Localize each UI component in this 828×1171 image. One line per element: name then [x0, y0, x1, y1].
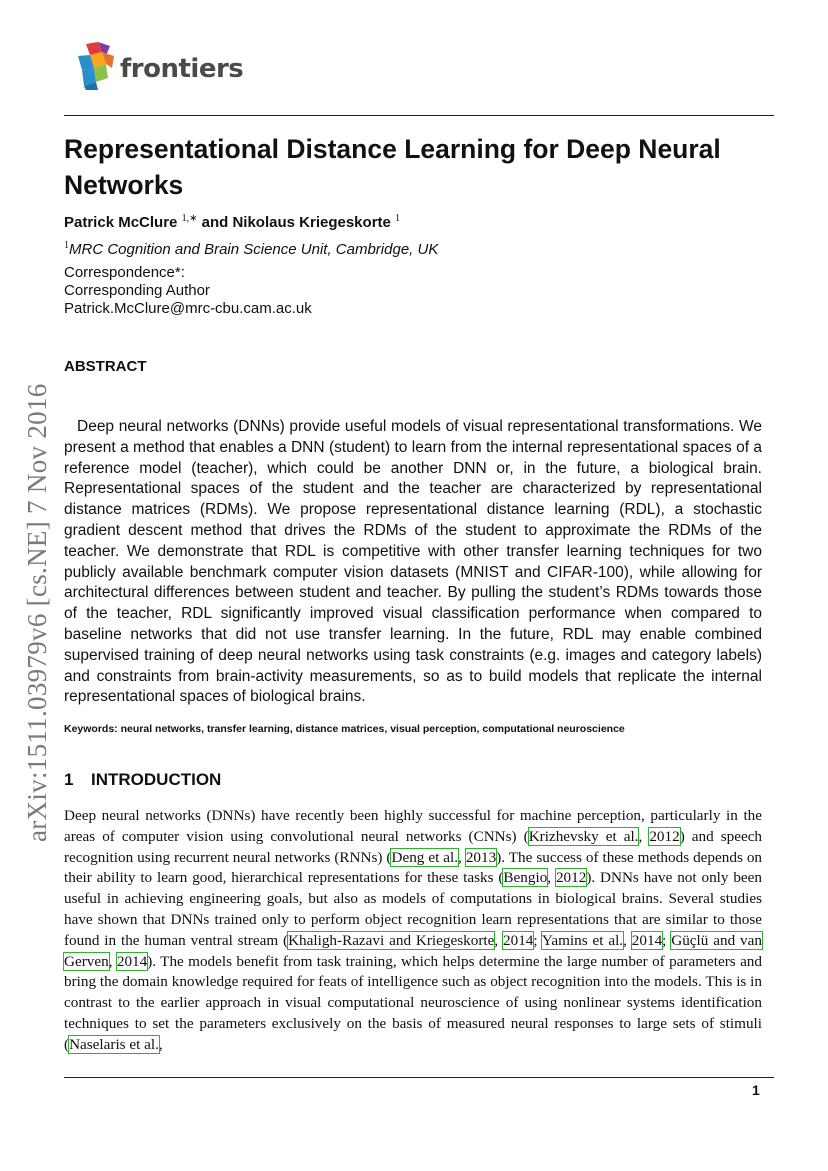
citation-link[interactable]: Deng et al.: [391, 848, 459, 866]
page-number: 1: [752, 1082, 760, 1098]
citation-link[interactable]: Naselaris et al.: [69, 1035, 159, 1053]
intro-text: ;: [662, 931, 672, 949]
intro-text: ,: [494, 931, 504, 949]
intro-text: ,: [108, 952, 117, 970]
intro-text: ,: [158, 1035, 163, 1053]
correspondence-role: Corresponding Author: [64, 282, 210, 299]
logo-wordmark: frontiers: [120, 54, 244, 84]
author-name: Patrick McClure: [64, 214, 178, 231]
intro-text: ). DNNs have not only been useful in achieving engineering goals, but also as models of computations in biological brains. Several studies have shown that DNNs trained only to perform object recognition learn representations that are similar to those found in the human ventral stream (: [64, 869, 762, 949]
keywords: Keywords: neural networks, transfer learning, distance matrices, visual perception, computational neuroscience: [64, 723, 625, 735]
citation-link[interactable]: Khaligh-Razavi and Kriegeskorte: [288, 931, 495, 949]
citation-link[interactable]: Yamins et al.: [541, 931, 624, 949]
frontiers-logo: [76, 42, 251, 92]
section-number: 1: [64, 770, 74, 789]
affiliation-mark: 1: [64, 240, 69, 251]
intro-text: ,: [458, 848, 466, 866]
abstract-text: Deep neural networks (DNNs) provide useful models of visual representational transformations. We present a method that enables a DNN (student) to learn from the internal representational spaces of a reference model (teacher), which could be another DNN or, in the future, a biological brain. Representational spaces of the student and the teacher are characterized by representational distance matrices (RDMs). We propose representational distance learning (RDL), a stochastic gradient descent method that drives the RDMs of the student to approximate the RDMs of the teacher. We demonstrate that RDL is competitive with other transfer learning techniques for two publicly available benchmark computer vision datasets (MNIST and CIFAR-100), while allowing for architectural differences between student and teacher. By pulling the student’s RDMs towards those of the teacher, RDL significantly improved visual classification performance when compared to baseline networks that did not use transfer learning. In the future, RDL may enable combined supervised training of deep neural networks using task constraints (e.g. images and category labels) and constraints from brain-activity measurements, so as to build models that replicate the internal representational spaces of biological brains.: [64, 418, 762, 706]
author-name: Nikolaus Kriegeskorte: [232, 214, 391, 231]
frontiers-cube-icon: [76, 42, 116, 90]
intro-text: ,: [547, 869, 556, 887]
citation-link[interactable]: Güçlü and van Gerven: [64, 931, 762, 970]
section-title: INTRODUCTION: [91, 770, 222, 789]
intro-text: Deep neural networks (DNNs) have recently been highly successful for machine perception, particularly in the areas of computer vision using convolutional neural networks (CNNs) (: [64, 807, 762, 845]
author-joiner: and: [197, 214, 233, 231]
affiliation-text: MRC Cognition and Brain Science Unit, Cambridge, UK: [69, 241, 439, 258]
paper-title: Representational Distance Learning for Deep Neural Networks: [64, 134, 721, 200]
citation-year-link[interactable]: 2013: [465, 848, 497, 866]
citation-link[interactable]: Krizhevsky et al.: [528, 827, 639, 845]
footer-rule: [64, 1077, 774, 1078]
arxiv-identifier: arXiv:1511.03979v6 [cs.NE] 7 Nov 2016: [22, 383, 52, 842]
intro-text: ) and speech recognition using recurrent neural networks (RNNs) (: [64, 827, 763, 866]
citation-link[interactable]: Bengio: [503, 869, 548, 887]
citation-year-link[interactable]: 2012: [649, 827, 680, 845]
author-affiliation-mark: 1,∗: [181, 213, 198, 224]
intro-text: ;: [533, 931, 542, 949]
section-heading: [64, 770, 221, 790]
citation-year-link[interactable]: 2012: [555, 869, 587, 887]
introduction-paragraph: [64, 806, 762, 1056]
intro-text: ). The success of these methods depends on their ability to learn good, hierarchical representations for these tasks (: [64, 848, 763, 887]
intro-text: ,: [638, 827, 650, 845]
affiliation: [64, 236, 438, 260]
header-rule: [64, 115, 774, 116]
author-line: [64, 209, 400, 233]
intro-text: ,: [623, 931, 632, 949]
correspondence-block: [64, 264, 312, 318]
correspondence-email[interactable]: Patrick.McClure@mrc-cbu.cam.ac.uk: [64, 300, 312, 317]
intro-text: ). The models benefit from task training, which helps determine the large number of parameters and bring the domain knowledge required for feats of intelligence such as object recognition into the models. This is in contrast to the earlier approach in visual computational neuroscience of using nonlinear systems identification techniques to set the parameters exclusively on the basis of measured neural responses to large sets of stimuli (: [64, 952, 762, 1053]
abstract-heading: ABSTRACT: [64, 358, 147, 375]
citation-year-link[interactable]: 2014: [631, 931, 663, 949]
citation-year-link[interactable]: 2014: [503, 931, 534, 949]
correspondence-label: Correspondence*:: [64, 264, 185, 281]
author-affiliation-mark: 1: [395, 213, 401, 224]
citation-year-link[interactable]: 2014: [116, 952, 148, 970]
